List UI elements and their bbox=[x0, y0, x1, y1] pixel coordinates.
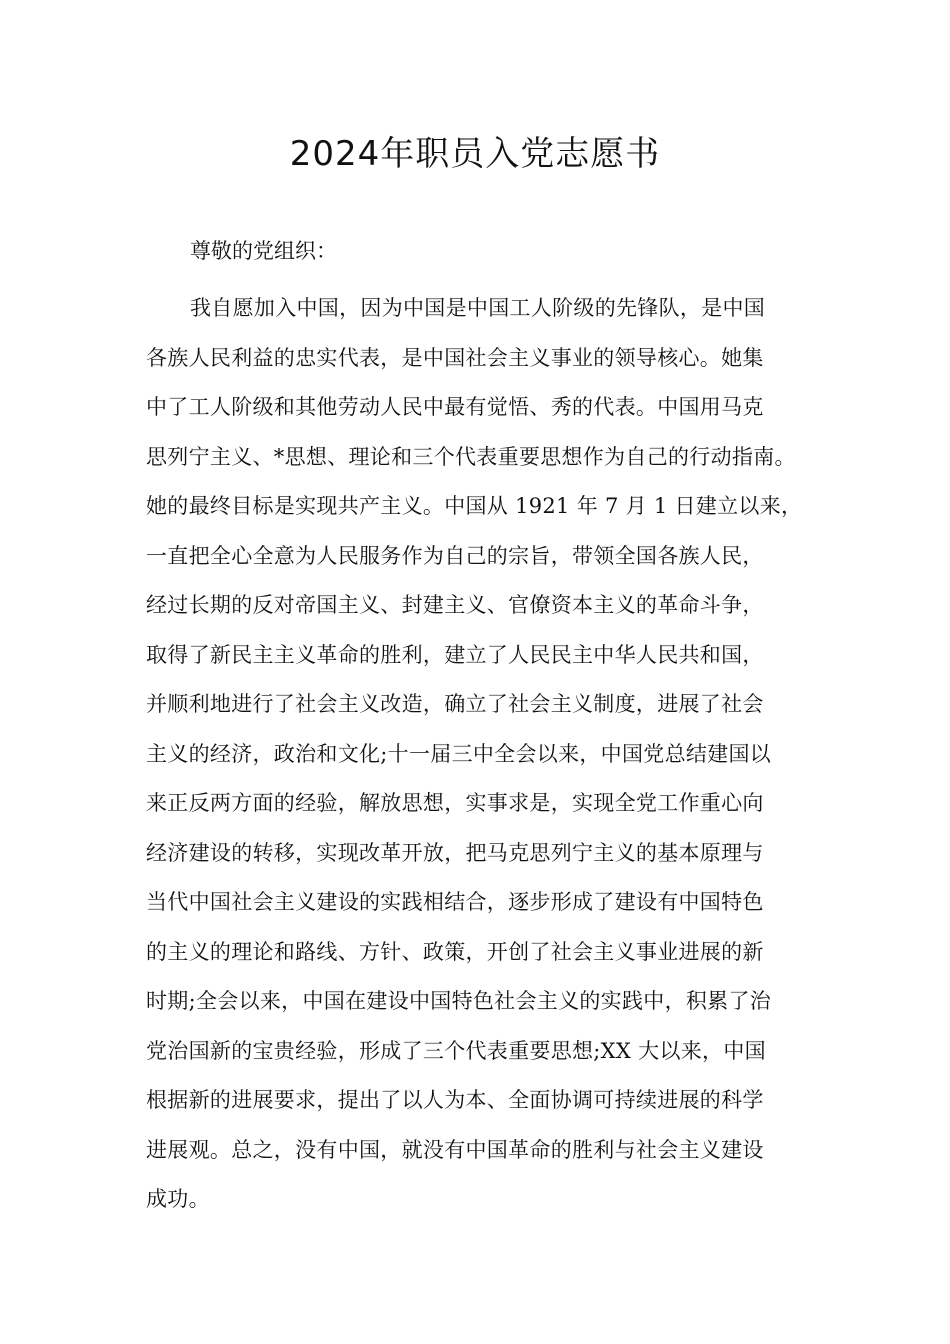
paragraph-line: 经过长期的反对帝国主义、封建主义、官僚资本主义的革命斗争， bbox=[146, 593, 764, 617]
paragraph-line: 进展观。总之，没有中国，就没有中国革命的胜利与社会主义建设 bbox=[146, 1137, 764, 1162]
paragraph-line: 来正反两方面的经验，解放思想，实事求是，实现全党工作重心向 bbox=[146, 791, 764, 815]
paragraph-line: 各族人民利益的忠实代表，是中国社会主义事业的领导核心。她集 bbox=[146, 345, 764, 370]
paragraph-line: 并顺利地进行了社会主义改造，确立了社会主义制度，进展了社会 bbox=[146, 692, 764, 716]
document-title: 2024年职员入党志愿书 bbox=[289, 134, 661, 174]
paragraph-line: 时期;全会以来，中国在建设中国特色社会主义的实践中，积累了治 bbox=[146, 989, 772, 1013]
paragraph-line: 我自愿加入中国，因为中国是中国工人阶级的先锋队，是中国 bbox=[190, 296, 766, 320]
paragraph-line: 根据新的进展要求，提出了以人为本、全面协调可持续进展的科学 bbox=[146, 1088, 764, 1112]
paragraph-line: 一直把全心全意为人民服务作为自己的宗旨，带领全国各族人民， bbox=[146, 543, 764, 568]
body-paragraph bbox=[146, 284, 826, 1225]
paragraph-line: 的主义的理论和路线、方针、政策，开创了社会主义事业进展的新 bbox=[146, 939, 764, 964]
paragraph-line: 经济建设的转移，实现改革开放，把马克思列宁主义的基本原理与 bbox=[146, 840, 764, 865]
paragraph-line: 中了工人阶级和其他劳动人民中最有觉悟、秀的代表。中国用马克 bbox=[146, 395, 764, 419]
paragraph-line: 当代中国社会主义建设的实践相结合，逐步形成了建设有中国特色 bbox=[146, 890, 764, 914]
paragraph-line: 取得了新民主主义革命的胜利，建立了人民民主中华人民共和国， bbox=[146, 642, 764, 667]
paragraph-line: 主义的经济，政治和文化;十一届三中全会以来，中国党总结建国以 bbox=[146, 741, 772, 766]
paragraph-line: 成功。 bbox=[146, 1187, 210, 1211]
paragraph-line: 党治国新的宝贵经验，形成了三个代表重要思想;XX 大以来，中国 bbox=[146, 1038, 766, 1063]
salutation: 尊敬的党组织： bbox=[190, 239, 337, 263]
paragraph-line: 思列宁主义、*思想、理论和三个代表重要思想作为自己的行动指南。 bbox=[146, 444, 796, 469]
paragraph-line: 她的最终目标是实现共产主义。中国从 1921 年 7 月 1 日建立以来， bbox=[146, 494, 803, 518]
